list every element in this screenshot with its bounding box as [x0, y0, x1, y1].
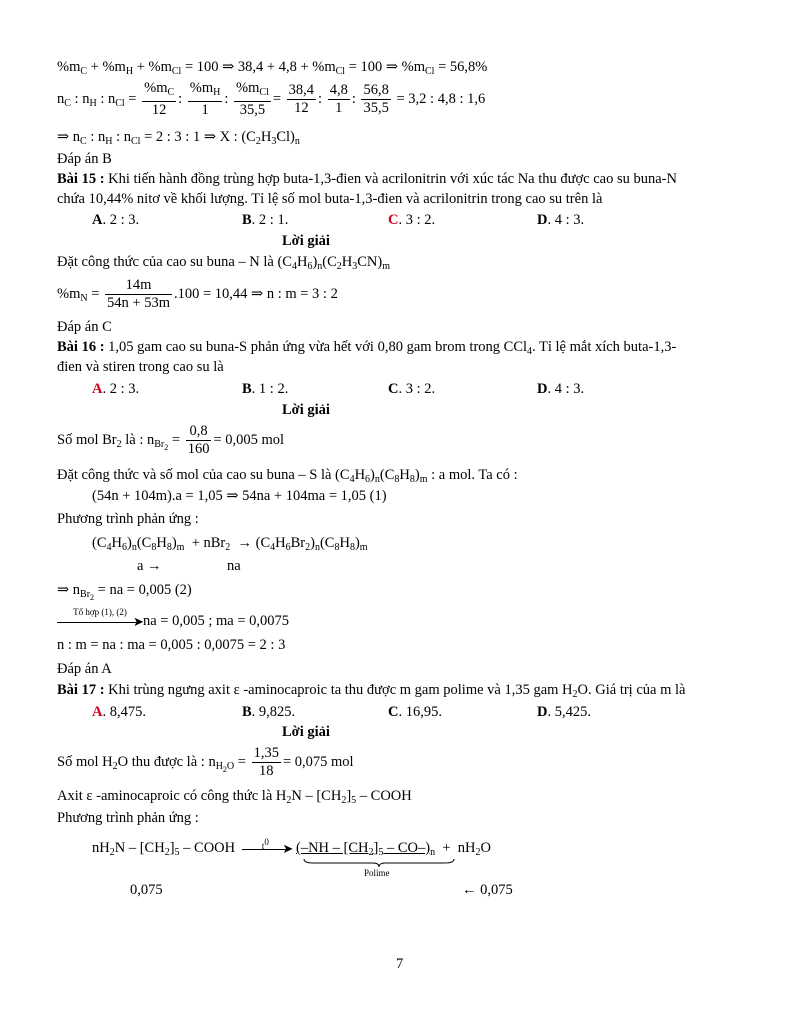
equation-mole-ratio: $n_C$ : $n_H$ : $n_{Cl}$ = $\frac{\%m_C}{12}$ : $\frac{\%m_H}{1}$ : $\frac{\%m_{Cl}}{35,5}$ = $\frac{38,4}{12}$ : $\frac{4,8}{1}$ : $\frac{56,8}{35,5}$ = 3,2 : 4,8 : 1,6	[57, 80, 486, 119]
problem-15-text	[57, 170, 677, 188]
option-value: . 8,475.	[102, 704, 146, 720]
axit-tail2: ]	[346, 788, 352, 804]
reaction-label-16: Phương trình phản ứng :	[57, 511, 199, 527]
option-17-a[interactable]	[92, 703, 146, 721]
axit-tail: N – [CH	[291, 788, 342, 804]
option-value: . 2 : 3.	[102, 381, 140, 397]
mol-value: = 0,005 mol	[213, 432, 285, 448]
problem-16-eq2: ⇒ $n_{Br_2}$ = na = 0,005 (2)	[57, 582, 192, 602]
option-17-b[interactable]	[242, 703, 295, 721]
option-letter: B	[242, 212, 252, 228]
problem-15-text-cont: chứa 10,44% nitơ về khối lượng. Tỉ lệ số mol buta-1,3-đien và acrilonitrin trong cao su trên là	[57, 191, 603, 207]
reaction-label-17: Phương trình phản ứng :	[57, 810, 199, 826]
problem-16-mol-br2: Số mol $Br_2$ là : $n_{Br_2}$ = $\frac{0,8}{160}$ = 0,005 mol	[57, 423, 285, 458]
option-value: . 4 : 3.	[547, 212, 585, 228]
answer-line: Đáp án B	[57, 151, 112, 167]
problem-17-text: Bài 17 : Khi trùng ngưng axit ε -aminocaproic ta thu được m gam polime và 1,35 gam $H_2O$. Giá trị của m là	[57, 682, 686, 700]
option-17-c[interactable]	[388, 703, 442, 721]
problem-16-eq3	[57, 606, 290, 631]
problem-16-eq1: (54n + 104m).a = 1,05 ⇒ 54na + 104ma = 1,05 (1)	[92, 488, 387, 504]
option-letter: D	[537, 212, 548, 228]
reaction-17-right-mol: ← 0,075	[462, 882, 513, 898]
reaction-mol-right: na	[227, 558, 241, 574]
option-value: . 9,825.	[251, 704, 296, 720]
option-15-a[interactable]	[92, 211, 139, 229]
axit-tail3: – COOH	[356, 788, 412, 804]
polime-label: Polime	[364, 868, 390, 878]
answer-line-15: Đáp án C	[57, 319, 112, 335]
option-15-c[interactable]	[388, 211, 435, 229]
option-letter-correct: A	[92, 704, 103, 720]
option-17-d[interactable]	[537, 703, 591, 721]
option-value: . 3 : 2.	[398, 212, 436, 228]
problem-17-formula: Axit ε -aminocaproic có công thức là $H_2N - [CH_2]_5$ – COOH	[57, 788, 412, 806]
option-value: . 5,425.	[547, 704, 591, 720]
reaction-mol-left: a →	[137, 558, 162, 574]
problem-15-title: Bài 15 :	[57, 171, 105, 187]
problem-15-body: Khi tiến hành đồng trùng hợp buta-1,3-đien và acrilonitrin với xúc tác Na thu được cao su buna-N	[104, 171, 677, 187]
option-value: . 1 : 2.	[251, 381, 289, 397]
option-16-b[interactable]	[242, 380, 288, 398]
solution-heading-17: Lời giải	[282, 724, 330, 740]
problem-16-body: 1,05 gam cao su buna-S phản ứng vừa hết với 0,80 gam brom trong CCl	[104, 339, 528, 355]
option-letter: B	[242, 381, 252, 397]
mol-value: = 0,075 mol	[282, 754, 354, 770]
reaction-17-left-mol: 0,075	[130, 882, 163, 898]
axit-text: Axit ε -aminocaproic có công thức là H	[57, 788, 287, 804]
problem-16-text-cont: đien và stiren trong cao su là	[57, 359, 224, 375]
formula-tail: : a mol. Ta có :	[427, 467, 518, 483]
option-letter: C	[388, 381, 399, 397]
problem-16-reaction: $(C_4H_6)_n(C_8H_8)_m + nBr_2 \to (C_4H_6Br_2)_n(C_8H_8)_m$	[92, 535, 368, 553]
eq2-tail: = na = 0,005 (2)	[94, 582, 192, 598]
mol-label: Số mol Br	[57, 432, 117, 448]
solution-heading-15: Lời giải	[282, 233, 330, 249]
option-value: . 4 : 3.	[547, 381, 585, 397]
problem-17-title: Bài 17 :	[57, 682, 105, 698]
problem-17-mol-h2o: Số mol $H_2O$ thu được là : $n_{H_2O}$ = $\frac{1,35}{18}$ = 0,075 mol	[57, 745, 354, 780]
option-value: . 2 : 3.	[102, 212, 140, 228]
option-16-d[interactable]	[537, 380, 584, 398]
option-16-c[interactable]	[388, 380, 435, 398]
option-value: . 3 : 2.	[398, 381, 436, 397]
problem-16-title: Bài 16 :	[57, 339, 105, 355]
heat-arrow: $t^0$ ➤	[242, 841, 292, 857]
page-number: 7	[396, 956, 404, 972]
option-letter: D	[537, 704, 548, 720]
ratio-result: = 3,2 : 4,8 : 1,6	[396, 91, 486, 107]
answer-line-16: Đáp án A	[57, 661, 112, 677]
option-letter: A	[92, 212, 103, 228]
option-value: . 16,95.	[398, 704, 442, 720]
problem-16-eq4: n : m = na : ma = 0,005 : 0,0075 = 2 : 3	[57, 637, 286, 653]
problem-16-formula: Đặt công thức và số mol của cao su buna – S là $(C_4H_6)_n(C_8H_8)_m$ : a mol. Ta có :	[57, 467, 518, 485]
heat-caption: $t^0$	[261, 836, 269, 851]
option-letter-correct: A	[92, 381, 103, 397]
option-letter-correct: C	[388, 212, 399, 228]
mol-label: Số mol H	[57, 754, 113, 770]
option-letter: C	[388, 704, 399, 720]
problem-15-formula: Đặt công thức của cao su buna – N là $(C_4H_6)_n(C_2H_3CN)_m$	[57, 254, 391, 272]
problem-16-body-tail: . Tỉ lệ mắt xích buta-1,3-	[532, 339, 677, 355]
problem-16-text: Bài 16 : 1,05 gam cao su buna-S phản ứng vừa hết với 0,80 gam brom trong CCl$_4$. Tỉ lệ mắt xích buta-1,3-	[57, 339, 677, 357]
eq3-text: na = 0,005 ; ma = 0,0075	[143, 613, 290, 629]
combine-arrow: Tổ hợp (1), (2) ➤	[57, 613, 143, 631]
solution-heading-16: Lời giải	[282, 402, 330, 418]
option-letter: B	[242, 704, 252, 720]
problem-17-body-tail: O. Giá trị của m là	[577, 682, 686, 698]
mol-is: là :	[121, 432, 147, 448]
option-15-b[interactable]	[242, 211, 288, 229]
problem-17-body: Khi trùng ngưng axit ε -aminocaproic ta thu được m gam polime và 1,35 gam H	[104, 682, 573, 698]
problem-17-reaction: $nH_2N - [CH_2]_5$ – COOH $t^0$ ➤ $(-NH - [CH_2]_5 - CO-)_n + nH_2O$	[92, 839, 491, 862]
option-15-d[interactable]	[537, 211, 584, 229]
equation-percent-cl: $\%m_C + \%m_H + \%m_{Cl} = 100$ ⇒ $38,4 + 4,8 + \%m_{Cl} = 100$ ⇒ $\%m_{Cl} = 56,8\%$	[57, 59, 488, 77]
combine-caption: Tổ hợp (1), (2)	[73, 606, 127, 617]
option-value: . 2 : 1.	[251, 212, 289, 228]
equation-formula-x: ⇒ $n_C$ : $n_H$ : $n_{Cl} = 2$ : 3 : 1 ⇒ X : $(C_2H_3Cl)_n$	[57, 129, 300, 147]
mol-mid: O thu được là :	[117, 754, 209, 770]
problem-15-equation: $\%m_N$ = $\frac{14m}{54n + 53m}$ .100 = 10,44 ⇒ n : m = 3 : 2	[57, 277, 338, 312]
option-letter: D	[537, 381, 548, 397]
option-16-a[interactable]	[92, 380, 139, 398]
heat-t: t	[261, 840, 265, 851]
